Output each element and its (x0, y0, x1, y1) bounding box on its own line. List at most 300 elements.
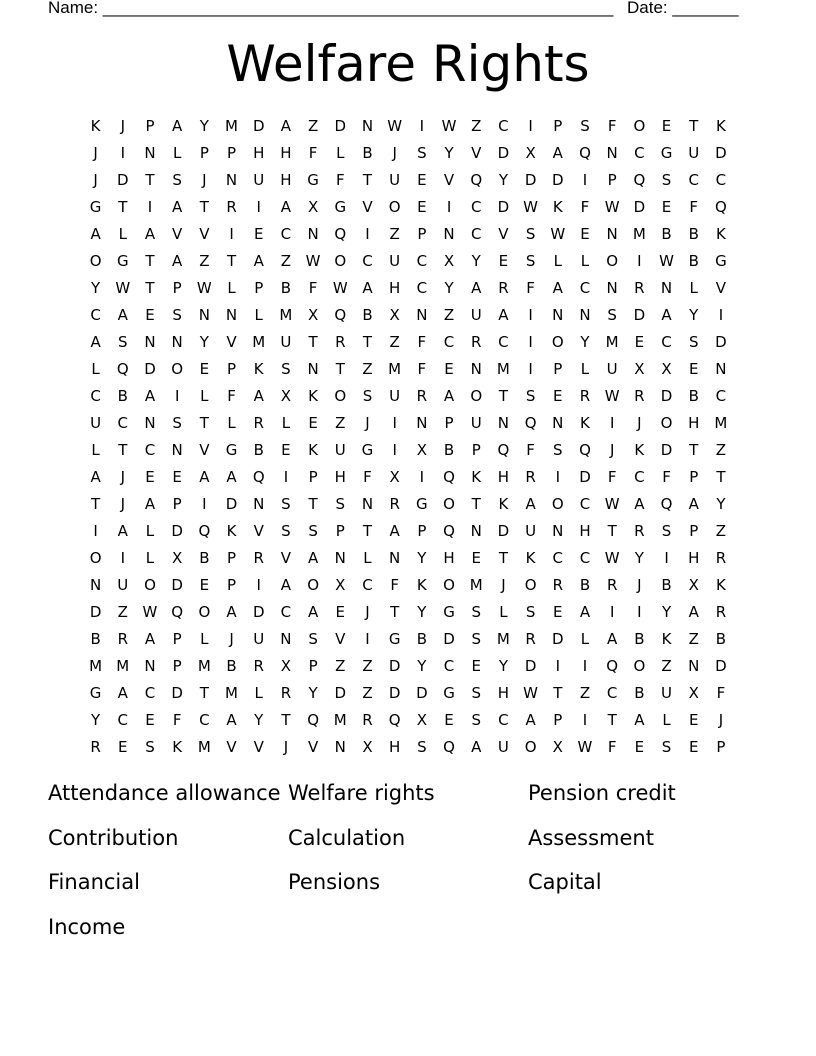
grid-letter: R (715, 548, 727, 567)
grid-letter: C (579, 548, 591, 567)
grid-letter: D (334, 683, 347, 702)
grid-letter: S (281, 494, 291, 513)
grid-letter: S (661, 170, 672, 189)
grid-letter: W (523, 197, 539, 216)
grid-letter: G (715, 251, 727, 270)
grid-letter: M (225, 116, 238, 135)
grid-letter: T (390, 602, 400, 621)
grid-row (82, 598, 735, 625)
grid-letter: Z (443, 305, 455, 324)
grid-letter: D (252, 116, 265, 135)
grid-letter: C (498, 710, 509, 729)
grid-letter: E (199, 359, 210, 378)
grid-letter: P (553, 116, 563, 135)
grid-letter: R (634, 386, 645, 405)
grid-letter: B (443, 440, 455, 459)
grid-letter: H (688, 548, 700, 567)
grid-letter: D (89, 602, 102, 621)
grid-letter: A (144, 494, 156, 513)
grid-letter: T (118, 440, 128, 459)
grid-letter: P (227, 143, 237, 162)
grid-letter: M (632, 224, 646, 243)
grid-letter: I (365, 629, 370, 648)
grid-letter: F (607, 116, 617, 135)
grid-letter: T (607, 710, 617, 729)
grid-letter: R (498, 278, 509, 297)
grid-letter: L (553, 251, 562, 270)
grid-letter: P (172, 278, 182, 297)
grid-letter: M (496, 359, 510, 378)
grid-letter: S (471, 710, 481, 729)
grid-letter: C (634, 467, 645, 486)
grid-letter: A (172, 197, 183, 216)
grid-letter: Q (443, 467, 455, 486)
grid-letter: D (660, 440, 673, 459)
grid-letter: A (117, 305, 128, 324)
grid-letter: J (501, 575, 506, 594)
grid-letter: N (334, 737, 346, 756)
grid-letter: S (525, 602, 536, 621)
grid-letter: B (688, 386, 699, 405)
grid-letter: N (688, 656, 700, 675)
grid-letter: K (661, 629, 672, 648)
grid-letter: X (634, 359, 645, 378)
grid-letter: Q (660, 494, 673, 513)
grid-letter: E (498, 251, 509, 270)
grid-letter: Z (362, 359, 373, 378)
grid-letter: X (416, 710, 427, 729)
grid-letter: P (553, 710, 563, 729)
grid-letter: U (688, 143, 700, 162)
grid-letter: I (528, 305, 533, 324)
grid-letter: Y (254, 710, 264, 729)
grid-letter: D (524, 170, 537, 189)
grid-letter: E (634, 737, 645, 756)
letter-grid (82, 112, 735, 760)
grid-letter: P (227, 359, 237, 378)
grid-letter: O (660, 413, 673, 432)
grid-letter: N (253, 494, 265, 513)
grid-letter: D (497, 521, 510, 540)
grid-letter: O (388, 197, 401, 216)
grid-letter: H (443, 548, 455, 567)
grid-letter: P (335, 521, 345, 540)
grid-letter: Z (661, 656, 672, 675)
grid-letter: X (335, 575, 346, 594)
grid-letter: L (227, 413, 236, 432)
grid-letter: V (307, 737, 319, 756)
word-list-item: Welfare rights (288, 781, 435, 805)
grid-letter: X (552, 737, 563, 756)
grid-letter: A (90, 224, 101, 243)
grid-letter: N (225, 305, 238, 324)
grid-letter: F (172, 710, 182, 729)
grid-letter: Y (498, 656, 508, 675)
grid-letter: C (362, 251, 373, 270)
grid-letter: N (552, 413, 564, 432)
grid-letter: T (145, 278, 155, 297)
grid-letter: Y (417, 602, 427, 621)
grid-letter: B (226, 656, 237, 675)
grid-letter: F (308, 278, 318, 297)
grid-row (82, 625, 735, 652)
grid-letter: A (579, 602, 591, 621)
grid-letter: Q (606, 656, 619, 675)
grid-letter: C (715, 170, 727, 189)
grid-letter: J (229, 629, 234, 648)
grid-letter: E (118, 737, 128, 756)
grid-letter: C (552, 548, 564, 567)
grid-letter: F (716, 683, 726, 702)
grid-letter: L (281, 413, 291, 432)
grid-letter: N (552, 305, 564, 324)
grid-letter: N (443, 224, 455, 243)
grid-letter: T (145, 251, 155, 270)
grid-letter: E (553, 602, 563, 621)
grid-letter: R (579, 386, 591, 405)
grid-letter: S (281, 359, 291, 378)
grid-letter: T (145, 170, 155, 189)
grid-letter: V (280, 548, 292, 567)
grid-letter: Q (524, 413, 537, 432)
grid-letter: I (392, 440, 397, 459)
grid-letter: N (171, 440, 183, 459)
grid-letter: W (387, 116, 403, 135)
grid-letter: X (280, 386, 292, 405)
grid-letter: Z (688, 629, 699, 648)
grid-letter: D (497, 143, 510, 162)
grid-letter: P (308, 467, 318, 486)
grid-letter: U (253, 629, 265, 648)
grid-letter: S (661, 521, 672, 540)
grid-letter: U (280, 332, 292, 351)
grid-letter: B (90, 629, 101, 648)
grid-letter: D (416, 683, 428, 702)
grid-letter: P (689, 521, 699, 540)
grid-letter: L (662, 710, 671, 729)
grid-letter: A (117, 683, 128, 702)
grid-letter: G (225, 440, 238, 459)
grid-letter: N (416, 305, 428, 324)
grid-letter: U (389, 386, 401, 405)
grid-letter: B (199, 548, 210, 567)
grid-letter: C (144, 683, 156, 702)
grid-letter: N (416, 413, 428, 432)
grid-letter: K (715, 575, 726, 594)
grid-letter: L (689, 278, 698, 297)
grid-letter: C (579, 494, 591, 513)
grid-letter: A (688, 494, 699, 513)
grid-letter: P (308, 656, 318, 675)
grid-letter: E (634, 332, 645, 351)
grid-letter: L (91, 359, 100, 378)
grid-letter: Q (443, 521, 455, 540)
grid-letter: O (551, 494, 564, 513)
grid-letter: X (389, 467, 400, 486)
grid-letter: P (689, 467, 699, 486)
grid-letter: K (308, 440, 319, 459)
page-title: Welfare Rights (226, 35, 590, 93)
grid-letter: N (606, 224, 618, 243)
grid-letter: F (227, 386, 236, 405)
grid-letter: S (308, 521, 318, 540)
grid-letter: D (552, 170, 564, 189)
grid-letter: I (202, 494, 207, 513)
grid-letter: W (604, 386, 620, 405)
grid-letter: Z (715, 521, 727, 540)
grid-letter: E (417, 197, 427, 216)
grid-letter: G (443, 602, 455, 621)
grid-letter: Y (91, 710, 101, 729)
grid-letter: X (389, 305, 400, 324)
grid-letter: D (524, 656, 537, 675)
grid-letter: F (526, 440, 535, 459)
grid-letter: A (90, 467, 101, 486)
grid-letter: O (89, 548, 102, 567)
grid-letter: H (688, 413, 700, 432)
grid-letter: P (172, 629, 182, 648)
grid-letter: V (715, 278, 727, 297)
grid-letter: L (254, 683, 263, 702)
grid-letter: R (389, 494, 400, 513)
grid-letter: N (144, 413, 156, 432)
grid-letter: M (388, 359, 402, 378)
grid-letter: G (334, 197, 347, 216)
grid-letter: U (497, 737, 509, 756)
grid-letter: H (280, 170, 292, 189)
grid-letter: X (661, 359, 672, 378)
word-list-item: Pensions (288, 870, 381, 895)
grid-letter: P (172, 494, 182, 513)
grid-letter: O (443, 494, 455, 513)
word-list-item: Contribution (48, 825, 179, 850)
word-list-item: Income (48, 915, 126, 940)
grid-letter: R (634, 278, 645, 297)
grid-letter: F (607, 737, 617, 756)
grid-letter: D (171, 575, 183, 594)
grid-letter: N (470, 521, 482, 540)
grid-row (82, 220, 735, 247)
grid-letter: D (225, 494, 238, 513)
grid-letter: S (172, 170, 182, 189)
grid-letter: N (144, 332, 156, 351)
grid-letter: E (145, 467, 155, 486)
grid-letter: B (280, 278, 292, 297)
grid-letter: C (470, 197, 482, 216)
grid-row (82, 463, 735, 490)
grid-row (82, 490, 735, 517)
grid-letter: D (715, 656, 727, 675)
grid-letter: S (471, 683, 481, 702)
grid-letter: D (715, 332, 727, 351)
grid-letter: X (688, 575, 699, 594)
grid-letter: L (145, 521, 155, 540)
grid-letter: D (252, 602, 265, 621)
grid-letter: R (253, 656, 264, 675)
grid-letter: W (115, 278, 131, 297)
grid-letter: M (252, 332, 266, 351)
grid-letter: X (307, 305, 319, 324)
grid-letter: Z (471, 116, 482, 135)
grid-letter: R (117, 629, 128, 648)
grid-letter: A (688, 602, 699, 621)
grid-letter: I (664, 548, 669, 567)
grid-letter: Y (661, 602, 672, 621)
grid-letter: E (580, 224, 590, 243)
grid-letter: R (90, 737, 101, 756)
grid-letter: X (416, 440, 427, 459)
date-field-label: Date: _______ (627, 0, 739, 17)
grid-letter: B (117, 386, 128, 405)
grid-letter: R (253, 548, 264, 567)
grid-letter: A (661, 305, 672, 324)
grid-letter: E (444, 710, 454, 729)
grid-letter: A (226, 467, 237, 486)
grid-letter: C (90, 305, 101, 324)
grid-letter: K (525, 548, 536, 567)
grid-letter: T (362, 332, 373, 351)
grid-letter: S (525, 224, 536, 243)
grid-letter: A (280, 116, 292, 135)
grid-letter: O (606, 251, 619, 270)
grid-letter: C (90, 386, 101, 405)
grid-letter: A (389, 521, 400, 540)
grid-letter: A (172, 116, 183, 135)
grid-letter: I (637, 602, 642, 621)
grid-letter: N (307, 224, 319, 243)
grid-letter: S (118, 332, 128, 351)
grid-letter: X (688, 683, 699, 702)
grid-letter: N (606, 278, 618, 297)
grid-letter: Q (198, 521, 211, 540)
grid-letter: Q (497, 440, 510, 459)
grid-letter: P (417, 521, 427, 540)
grid-letter: Q (470, 170, 483, 189)
grid-letter: N (470, 359, 482, 378)
grid-letter: Y (417, 656, 427, 675)
grid-letter: H (579, 521, 591, 540)
grid-letter: N (579, 305, 591, 324)
grid-letter: W (523, 683, 539, 702)
grid-letter: A (280, 575, 292, 594)
grid-letter: I (283, 467, 289, 486)
grid-letter: O (198, 602, 211, 621)
grid-letter: H (389, 278, 401, 297)
grid-letter: E (253, 224, 264, 243)
grid-row (82, 247, 735, 274)
grid-letter: W (441, 116, 457, 135)
grid-letter: I (528, 116, 533, 135)
grid-letter: A (525, 710, 536, 729)
grid-letter: C (634, 143, 645, 162)
grid-letter: C (416, 251, 428, 270)
grid-letter: B (362, 305, 373, 324)
grid-letter: N (334, 548, 346, 567)
grid-letter: P (227, 548, 237, 567)
grid-letter: A (253, 251, 264, 270)
grid-letter: L (336, 143, 345, 162)
grid-letter: F (390, 575, 399, 594)
grid-letter: E (688, 737, 699, 756)
grid-letter: R (715, 602, 727, 621)
grid-letter: E (308, 413, 318, 432)
grid-letter: Z (335, 413, 346, 432)
grid-letter: P (145, 116, 155, 135)
grid-letter: P (607, 170, 617, 189)
grid-letter: C (144, 440, 156, 459)
grid-letter: S (525, 251, 536, 270)
grid-letter: B (688, 251, 699, 270)
grid-letter: K (715, 116, 726, 135)
grid-letter: D (552, 629, 564, 648)
grid-letter: I (555, 656, 560, 675)
grid-letter: X (443, 251, 455, 270)
grid-letter: H (389, 737, 401, 756)
grid-letter: V (199, 224, 210, 243)
grid-letter: A (471, 278, 482, 297)
grid-letter: L (172, 143, 182, 162)
grid-letter: N (715, 359, 727, 378)
grid-letter: B (362, 143, 373, 162)
grid-letter: G (388, 629, 401, 648)
grid-letter: Q (116, 359, 129, 378)
grid-letter: Z (362, 683, 373, 702)
grid-letter: R (606, 575, 618, 594)
grid-letter: O (633, 656, 646, 675)
grid-letter: B (416, 629, 427, 648)
grid-letter: I (365, 224, 370, 243)
grid-letter: S (580, 116, 590, 135)
grid-letter: S (525, 386, 536, 405)
grid-letter: L (580, 629, 590, 648)
grid-letter: C (117, 710, 129, 729)
grid-letter: M (605, 332, 619, 351)
grid-letter: Y (689, 305, 699, 324)
grid-letter: A (525, 494, 536, 513)
grid-letter: E (661, 197, 672, 216)
grid-letter: O (334, 251, 347, 270)
grid-letter: Z (280, 251, 292, 270)
grid-letter: L (254, 305, 263, 324)
grid-letter: S (145, 737, 155, 756)
grid-letter: M (333, 710, 347, 729)
grid-letter: M (714, 413, 728, 432)
grid-letter: Y (417, 548, 427, 567)
grid-letter: Z (579, 683, 591, 702)
grid-letter: L (227, 278, 236, 297)
grid-letter: D (579, 467, 591, 486)
grid-letter: N (144, 143, 156, 162)
grid-row (82, 544, 735, 571)
grid-letter: J (637, 575, 642, 594)
word-list-item: Capital (528, 870, 602, 895)
grid-letter: E (444, 359, 454, 378)
grid-letter: R (335, 332, 346, 351)
grid-letter: E (553, 386, 563, 405)
grid-letter: T (498, 548, 508, 567)
grid-row (82, 706, 735, 733)
grid-letter: P (199, 143, 209, 162)
grid-row (82, 652, 735, 679)
grid-letter: S (172, 413, 182, 432)
grid-row (82, 517, 735, 544)
grid-letter: F (363, 467, 372, 486)
grid-letter: J (718, 710, 724, 729)
grid-letter: K (471, 467, 482, 486)
grid-letter: N (307, 359, 319, 378)
grid-letter: B (634, 629, 645, 648)
grid-letter: N (198, 305, 210, 324)
